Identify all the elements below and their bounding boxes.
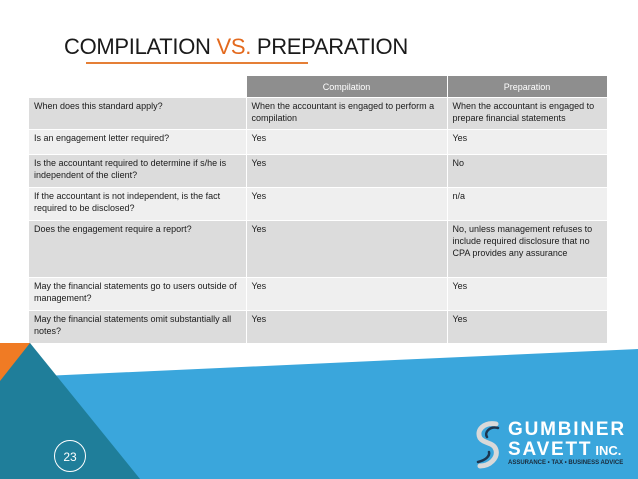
preparation-cell: Yes xyxy=(447,311,607,344)
swirl-icon xyxy=(472,420,504,470)
company-logo xyxy=(472,418,634,472)
title-part-vs: VS. xyxy=(216,34,252,59)
comparison-table xyxy=(29,76,608,343)
header-blank xyxy=(29,76,246,98)
table-row xyxy=(29,188,607,221)
logo-name-gumbiner: GUMBINER xyxy=(508,419,626,440)
table-row xyxy=(29,130,607,155)
table-row xyxy=(29,311,607,344)
title-part-compilation: COMPILATION xyxy=(64,34,217,59)
preparation-cell: Yes xyxy=(447,130,607,155)
question-cell: May the financial statements omit substantially all notes? xyxy=(29,311,246,344)
compilation-cell: Yes xyxy=(246,311,447,344)
question-cell: Is an engagement letter required? xyxy=(29,130,246,155)
slide-title xyxy=(64,34,408,60)
logo-inc: INC. xyxy=(595,443,622,458)
compilation-cell: Yes xyxy=(246,188,447,221)
question-cell: May the financial statements go to users outside of management? xyxy=(29,278,246,311)
table-row xyxy=(29,155,607,188)
preparation-cell: When the accountant is engaged to prepare financial statements xyxy=(447,98,607,130)
preparation-cell: Yes xyxy=(447,278,607,311)
question-cell: When does this standard apply? xyxy=(29,98,246,130)
table-row xyxy=(29,98,607,130)
header-preparation: Preparation xyxy=(447,76,607,98)
title-part-preparation: PREPARATION xyxy=(251,34,408,59)
logo-tagline: ASSURANCE • TAX • BUSINESS ADVICE xyxy=(508,460,624,466)
page-number: 23 xyxy=(54,440,86,472)
compilation-cell: When the accountant is engaged to perform a compilation xyxy=(246,98,447,130)
logo-name-savett: SAVETT xyxy=(508,439,593,460)
table-row xyxy=(29,221,607,278)
table-header-row xyxy=(29,76,607,98)
compilation-cell: Yes xyxy=(246,278,447,311)
question-cell: Does the engagement require a report? xyxy=(29,221,246,278)
table-row xyxy=(29,278,607,311)
preparation-cell: n/a xyxy=(447,188,607,221)
compilation-cell: Yes xyxy=(246,130,447,155)
question-cell: Is the accountant required to determine if s/he is independent of the client? xyxy=(29,155,246,188)
preparation-cell: No xyxy=(447,155,607,188)
title-underline xyxy=(86,62,308,64)
compilation-cell: Yes xyxy=(246,155,447,188)
preparation-cell: No, unless management refuses to include required disclosure that no CPA provides any assurance xyxy=(447,221,607,278)
question-cell: If the accountant is not independent, is the fact required to be disclosed? xyxy=(29,188,246,221)
compilation-cell: Yes xyxy=(246,221,447,278)
header-compilation: Compilation xyxy=(246,76,447,98)
logo-name-line2 xyxy=(508,439,621,461)
